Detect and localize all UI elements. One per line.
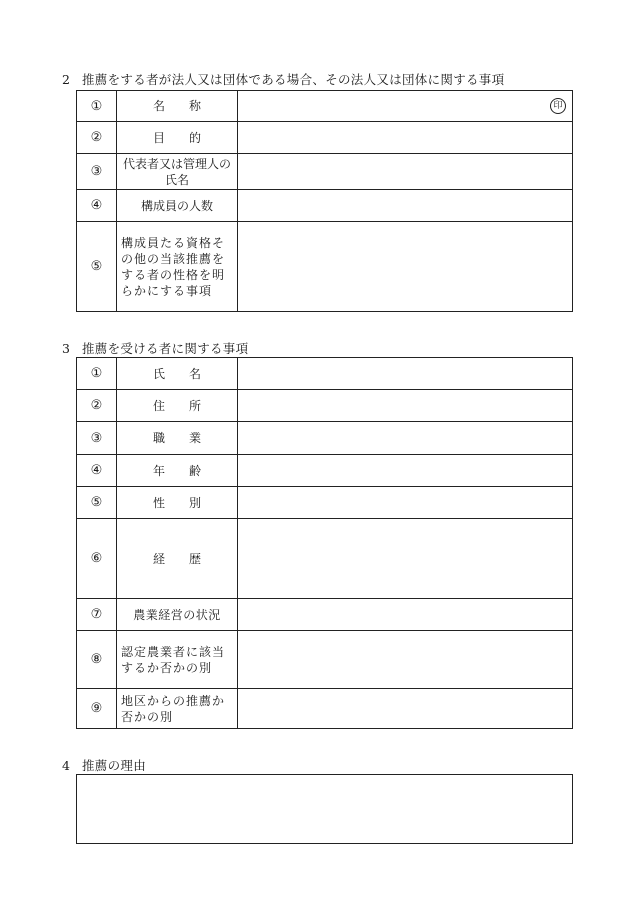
table-row: [77, 358, 573, 390]
row-number: ②: [77, 122, 117, 154]
nominee-farm-status-field[interactable]: [238, 599, 573, 631]
table-row: [77, 689, 573, 729]
field-label-age: 年 齢: [117, 455, 238, 487]
table-row: [77, 487, 573, 519]
table-row: [77, 455, 573, 487]
row-number: ①: [77, 358, 117, 390]
nominee-occupation-field[interactable]: [238, 422, 573, 455]
field-label-name: 名 称: [117, 91, 238, 122]
field-label-career: 経 歴: [117, 519, 238, 599]
section-4-title: 推薦の理由: [82, 758, 147, 773]
field-label-member-count: 構成員の人数: [117, 190, 238, 222]
row-number: ④: [77, 455, 117, 487]
table-row: [77, 190, 573, 222]
section-4-number: 4: [62, 758, 71, 773]
field-label-representative: 代表者又は管理人の氏名: [117, 154, 238, 190]
org-name-field[interactable]: [238, 91, 573, 122]
section-2-heading: [62, 70, 504, 88]
nominee-district-nomination-field[interactable]: [238, 689, 573, 729]
nominee-table: [76, 357, 573, 729]
seal-mark: 印: [550, 98, 566, 114]
row-number: ⑥: [77, 519, 117, 599]
table-row: [77, 599, 573, 631]
table-row: [77, 519, 573, 599]
row-number: ①: [77, 91, 117, 122]
section-3-number: 3: [62, 341, 71, 356]
field-label-farm-status: 農業経営の状況: [117, 599, 238, 631]
row-number: ⑤: [77, 222, 117, 312]
row-number: ⑨: [77, 689, 117, 729]
field-label-gender: 性 別: [117, 487, 238, 519]
field-label-district-nomination: 地区からの推薦か否かの別: [117, 689, 238, 729]
row-number: ⑤: [77, 487, 117, 519]
nomination-reason-field[interactable]: [76, 774, 573, 844]
field-label-member-qualification: 構成員たる資格その他の当該推薦をする者の性格を明らかにする事項: [117, 222, 238, 312]
org-purpose-field[interactable]: [238, 122, 573, 154]
row-number: ③: [77, 154, 117, 190]
row-number: ⑧: [77, 631, 117, 689]
nominee-gender-field[interactable]: [238, 487, 573, 519]
table-row: [77, 422, 573, 455]
org-member-count-field[interactable]: [238, 190, 573, 222]
field-label-address: 住 所: [117, 390, 238, 422]
nominee-address-field[interactable]: [238, 390, 573, 422]
table-row: [77, 222, 573, 312]
applicant-organization-table: [76, 90, 573, 312]
table-row: [77, 631, 573, 689]
row-number: ②: [77, 390, 117, 422]
table-row: [77, 122, 573, 154]
nominee-certified-farmer-field[interactable]: [238, 631, 573, 689]
nominee-name-field[interactable]: [238, 358, 573, 390]
row-number: ③: [77, 422, 117, 455]
section-2-number: 2: [62, 72, 71, 87]
section-3-title: 推薦を受ける者に関する事項: [82, 341, 249, 356]
table-row: [77, 91, 573, 122]
field-label-purpose: 目 的: [117, 122, 238, 154]
field-label-name: 氏 名: [117, 358, 238, 390]
table-row: [77, 390, 573, 422]
section-2-title: 推薦をする者が法人又は団体である場合、その法人又は団体に関する事項: [82, 72, 505, 87]
nominee-career-field[interactable]: [238, 519, 573, 599]
section-4-heading: [62, 756, 146, 774]
table-row: [77, 154, 573, 190]
row-number: ⑦: [77, 599, 117, 631]
section-3-heading: [62, 339, 248, 357]
org-qualification-field[interactable]: [238, 222, 573, 312]
nominee-age-field[interactable]: [238, 455, 573, 487]
field-label-occupation: 職 業: [117, 422, 238, 455]
field-label-certified-farmer: 認定農業者に該当するか否かの別: [117, 631, 238, 689]
row-number: ④: [77, 190, 117, 222]
org-representative-field[interactable]: [238, 154, 573, 190]
